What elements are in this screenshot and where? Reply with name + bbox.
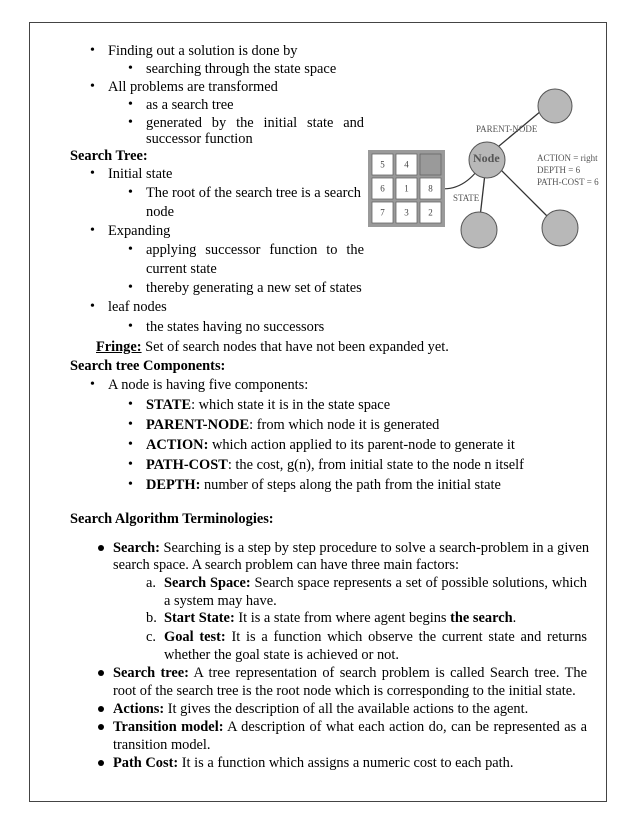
component-desc: : the cost, g(n), from initial state to the node n itself	[227, 457, 524, 473]
term: Goal test:	[164, 629, 226, 645]
bullet-dot	[98, 724, 104, 730]
transition-line-2: transition model.	[113, 737, 211, 753]
desc: A description of what each action do, can be represented as a	[223, 719, 587, 735]
desc: Search space represents a set of possible solutions, which	[250, 575, 587, 591]
action-label: ACTION = right	[537, 153, 598, 163]
search-space-line-1	[164, 574, 587, 592]
bullet: •	[90, 223, 95, 238]
list-label-a: a.	[146, 575, 156, 591]
depth-label: DEPTH = 6	[537, 165, 581, 175]
goal-test-line-1	[164, 628, 587, 646]
parent-node-label: PARENT-NODE	[476, 124, 538, 134]
transition-line-1	[113, 718, 587, 736]
component-term: ACTION:	[146, 437, 209, 453]
path-cost-line	[113, 754, 513, 772]
search-line-2: search space. A search problem can have three main factors:	[113, 557, 460, 573]
term: Actions:	[113, 701, 165, 717]
desc: It is a state from where agent begins	[234, 610, 451, 626]
bullet: •	[128, 242, 133, 257]
desc-end: .	[512, 610, 517, 626]
terminology-heading: Search Algorithm Terminologies:	[70, 511, 274, 527]
search-tree-heading: Search Tree:	[70, 148, 148, 164]
component-desc: : from which node it is generated	[249, 417, 440, 433]
bullet: •	[128, 397, 133, 412]
puzzle-grid	[368, 150, 445, 227]
term: Start State:	[164, 610, 235, 626]
intro-line-2b: generated by the initial state and	[146, 115, 364, 131]
state-label: STATE	[453, 193, 480, 203]
child-node-left	[461, 212, 497, 248]
root-line-2: node	[146, 204, 174, 220]
component-item	[146, 416, 439, 434]
puzzle-tile	[420, 154, 441, 175]
bullet-dot	[98, 545, 104, 551]
puzzle-tile-number: 2	[428, 207, 433, 218]
bullet: •	[128, 185, 133, 200]
leaf-nodes-item: leaf nodes	[108, 299, 167, 315]
apply-line-2: current state	[146, 261, 217, 277]
apply-line-1: applying successor function to the	[146, 242, 364, 258]
initial-state-item: Initial state	[108, 166, 173, 182]
bullet: •	[128, 417, 133, 432]
components-heading: Search tree Components:	[70, 358, 226, 374]
desc-bold: the search	[450, 610, 513, 626]
expanding-item: Expanding	[108, 223, 171, 239]
component-term: PARENT-NODE	[146, 417, 250, 433]
root-line-1: The root of the search tree is a search	[146, 185, 361, 201]
fringe-text: Set of search nodes that have not been expanded yet.	[141, 339, 449, 355]
term: Search tree:	[113, 665, 189, 681]
desc: A tree representation of search problem is called Search tree. The	[188, 665, 588, 681]
desc: It is a function which observe the current state and returns	[225, 629, 588, 645]
puzzle-tile-number: 1	[404, 183, 409, 194]
start-state-line	[164, 609, 516, 627]
path-cost-label: PATH-COST = 6	[537, 177, 599, 187]
component-desc: number of steps along the path from the initial state	[200, 477, 501, 493]
bullet: •	[128, 280, 133, 295]
bullet: •	[128, 319, 133, 334]
intro-line-1a: searching through the state space	[146, 61, 337, 77]
list-label-c: c.	[146, 629, 156, 645]
component-item	[146, 456, 524, 474]
component-term: STATE	[146, 397, 192, 413]
puzzle-tile-number: 7	[380, 207, 385, 218]
bullet: •	[128, 437, 133, 452]
list-label-b: b.	[146, 610, 157, 626]
component-desc: : which state it is in the state space	[191, 397, 391, 413]
puzzle-tile-number: 5	[380, 159, 385, 170]
bullet: •	[128, 97, 133, 112]
bullet-dot	[98, 670, 104, 676]
bullet: •	[90, 377, 95, 392]
fringe-label: Fringe:	[96, 339, 142, 355]
component-desc: which action applied to its parent-node to generate it	[208, 437, 515, 453]
intro-line-2b-cont: successor function	[146, 131, 253, 147]
goal-test-line-2: whether the goal state is achieved or not.	[164, 647, 399, 663]
puzzle-tile-number: 4	[404, 159, 409, 170]
bullet: •	[128, 457, 133, 472]
term: Transition model:	[113, 719, 224, 735]
component-item	[146, 436, 515, 454]
parent-node-circle	[538, 89, 572, 123]
puzzle-tile-number: 8	[428, 183, 433, 194]
child-node-right	[542, 210, 578, 246]
component-item	[146, 396, 390, 414]
desc: It gives the description of all the available actions to the agent.	[164, 701, 529, 717]
search-line-1	[113, 539, 590, 557]
actions-line	[113, 700, 528, 718]
desc: It is a function which assigns a numeric cost to each path.	[178, 755, 514, 771]
bullet-dot	[98, 760, 104, 766]
search-tree-line-2: root of the search tree is the root node which is corresponding to the initial state.	[113, 683, 576, 699]
components-intro: A node is having five components:	[108, 377, 309, 393]
component-term: DEPTH:	[146, 477, 201, 493]
bullet: •	[128, 477, 133, 492]
component-term: PATH-COST	[146, 457, 228, 473]
search-tree-line-1	[113, 664, 587, 682]
bullet: •	[128, 61, 133, 76]
bullet-dot	[98, 706, 104, 712]
leaf-nodes-desc: the states having no successors	[146, 319, 325, 335]
puzzle-tile-number: 6	[380, 183, 385, 194]
term: Search:	[113, 540, 160, 556]
puzzle-tile-number: 3	[404, 207, 409, 218]
bullet: •	[128, 115, 133, 130]
generating-line: thereby generating a new set of states	[146, 280, 362, 296]
node-label: Node	[473, 151, 500, 165]
intro-line-2a: as a search tree	[146, 97, 234, 113]
intro-line-1: Finding out a solution is done by	[108, 43, 298, 59]
bullet: •	[90, 299, 95, 314]
intro-line-2: All problems are transformed	[108, 79, 278, 95]
term: Search Space:	[164, 575, 251, 591]
bullet: •	[90, 43, 95, 58]
term: Path Cost:	[113, 755, 179, 771]
bullet: •	[90, 79, 95, 94]
bullet: •	[90, 166, 95, 181]
component-item	[146, 476, 501, 494]
fringe-line	[96, 338, 449, 356]
search-tree-node-figure	[366, 84, 606, 264]
desc: Searching is a step by step procedure to solve a search-problem in a given	[159, 540, 590, 556]
search-space-line-2: a system may have.	[164, 593, 277, 609]
